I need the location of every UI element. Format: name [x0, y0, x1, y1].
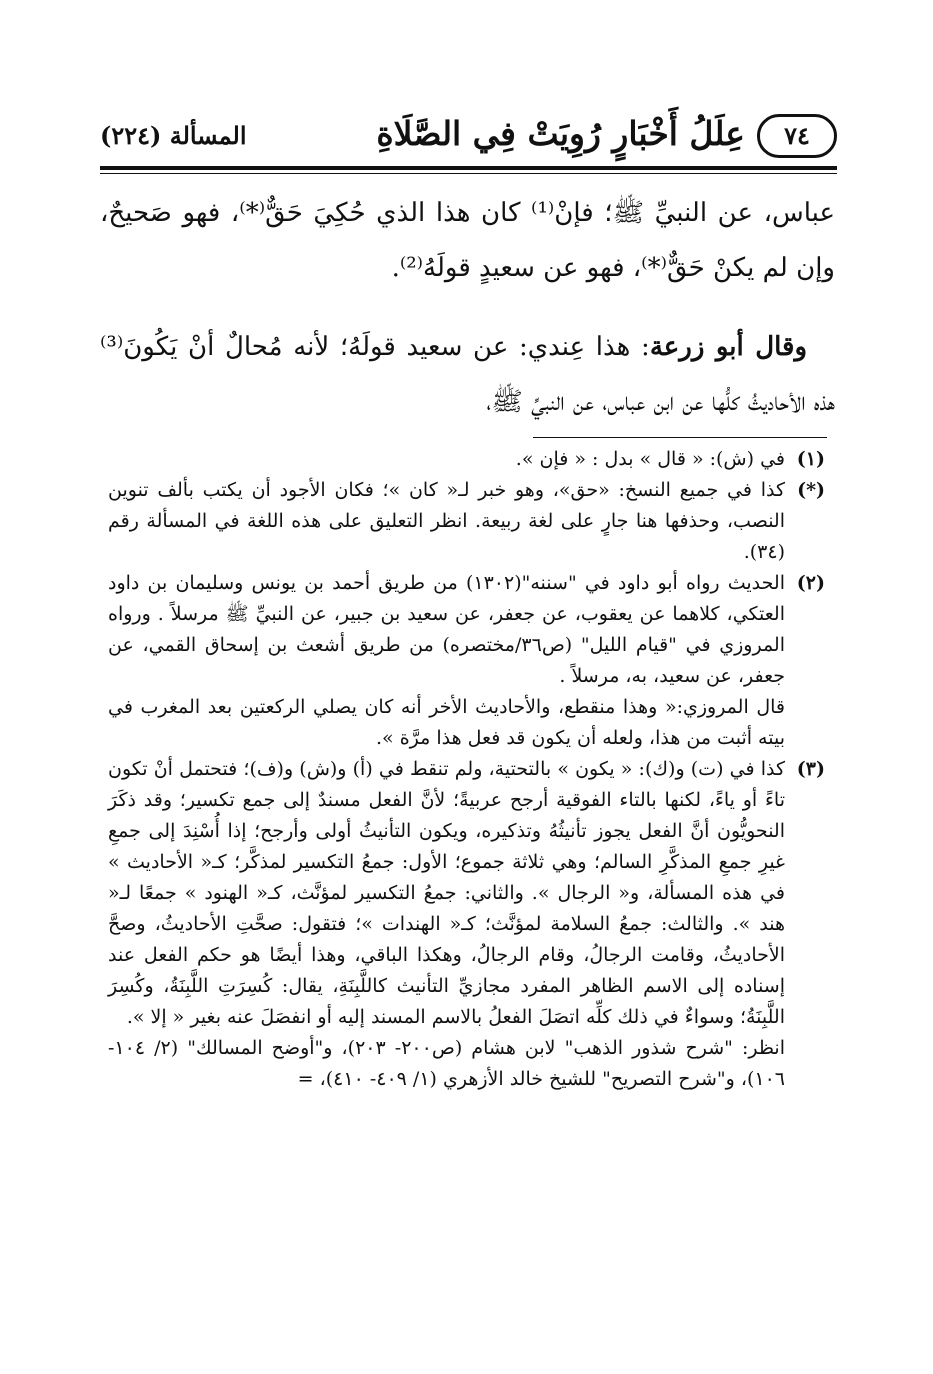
footnote-text: في (ش): « قال » بدل : « فإن ».: [515, 448, 785, 470]
footnote-separator: [533, 437, 827, 438]
footnotes: [108, 444, 825, 1095]
footnote-text: قال المروزي:« وهذا منقطع، والأحاديث الأخر أنه كان يصلي الركعتين بعد المغرب في بيته أثبت من هذا، ولعله أن يكون قد فعل هذا مرَّة ».: [108, 696, 785, 749]
footnote-text: الحديث رواه أبو داود في "سننه"(١٣٠٢) من طريق أحمد بن يونس وسليمان بن داود العتكي، كلاهما عن يعقوب، عن جعفر، عن سعيد بن جبير، عن النبيِّ ﷺ مرسلاً . ورواه المروزي في "قيام الليل" (ص٣٦/مختصره) من طريق أشعث بن إسحاق القمي، عن جعفر، عن سعيد، به، مرسلاً .: [108, 572, 786, 687]
footnote-text: كذا في جميع النسخ: «حق»، وهو خبر لـ« كان »؛ فكان الأجود أن يكتب بألف تنوين النصب، وحذفها هنا جارٍ على لغة ربيعة. انظر التعليق على هذه اللغة في المسألة رقم (٣٤).: [108, 479, 785, 563]
footnote-marker: (٣): [796, 758, 825, 780]
main-paragraph-2: [100, 320, 835, 430]
footnote-marker: (٢): [796, 572, 825, 594]
footnote-text: كذا في (ت) و(ك): « يكون » بالتحتية، ولم تنقط في (أ) و(ش) و(ف)؛ فتحتمل أنْ تكون تاءً أو ياءً، لكنها بالتاء الفوقية أرجح عربيةً؛ لأنَّ الفعل مسندٌ إلى جمع تكسير؛ وقد ذكَرَ النحويُّون أنَّ الفعل يجوز تأنيثُهُ وتذكيره، ويكون التأنيثُ أولى وأرجح؛ إذا أُسْنِدَ إلى جمعِ غيرِ جمعِ المذكَّرِ السالم؛ وهي ثلاثة جموع؛ الأول: جمعُ التكسير لمذكَّر؛ كـ« الأحاديث » في هذه المسألة، و« الرجال ». والثاني: جمعُ التكسير لمؤنَّث، كـ« الهنود » جمعًا لـ« هند ». والثالث: جمعُ السلامة لمؤنَّث؛ كـ« الهندات »؛ فتقول: صحَّتِ الأحاديثُ، وصحَّ الأحاديثُ، وقامت الرجالُ، وقام الرجالُ، وهكذا الباقي، وهذا أيضًا هو حكم الفعل عند إسناده إلى الاسم الظاهر المفرد مجازيِّ التأنيث كاللَّبِنَةِ، يقال: كُسِرَتِ اللَّبِنَةُ، وكُسِرَ اللَّبِنَةُ؛ وسواءٌ في ذلك كلِّه اتصَلَ الفعلُ بالاسم المسند إليه أو انفصَلَ عنه بغير « إلا ».: [108, 758, 785, 1028]
footnote-1: [108, 444, 825, 475]
page-number: ٧٤: [757, 114, 837, 158]
footnote-star: [108, 475, 825, 568]
footnote-body: [108, 754, 785, 1095]
main-paragraph-1: عباس، عن النبيِّ ﷺ؛ فإنْ⁽¹⁾ كان هذا الذي حُكِيَ حَقٌّ⁽*⁾، فهو صَحيحٌ، وإن لم يكنْ حَقٌّ⁽*⁾، فهو عن سعيدٍ قولَهُ⁽²⁾.: [100, 198, 835, 283]
main-paragraph-2-text: : هذا عِندي: عن سعيد قولَهُ؛ لأنه مُحالٌ أنْ يَكُونَ⁽³⁾ هذه الأحاديثُ كلُّها عن ابن عباس، عن النبيِّ ﷺ،: [100, 332, 835, 417]
book-title: عِلَلُ أَخْبَارٍ رُوِيَتْ فِي الصَّلَاةِ: [376, 114, 745, 153]
footnote-marker: (*): [797, 479, 825, 501]
footnote-marker: (١): [796, 448, 825, 470]
page-header: [100, 112, 837, 158]
footnote-body: [108, 568, 785, 754]
footnote-body: [108, 475, 785, 568]
header-rule-thick: [100, 166, 837, 170]
footnote-text: انظر: "شرح شذور الذهب" لابن هشام (ص٢٠٠- ٢٠٣)، و"أوضح المسالك" (٢/ ١٠٤- ١٠٦)، و"شرح التصريح" للشيخ خالد الأزهري (١/ ٤٠٩- ٤١٠)، =: [108, 1037, 785, 1090]
footnote-body: [108, 444, 785, 475]
footnote-2: [108, 568, 825, 754]
issue-label: المسألة (٢٢٤): [100, 121, 247, 150]
main-text: [100, 186, 835, 430]
speaker-name: وقال أبو زرعة: [649, 332, 808, 362]
header-rule-thin: [100, 173, 837, 174]
footnote-3: [108, 754, 825, 1095]
